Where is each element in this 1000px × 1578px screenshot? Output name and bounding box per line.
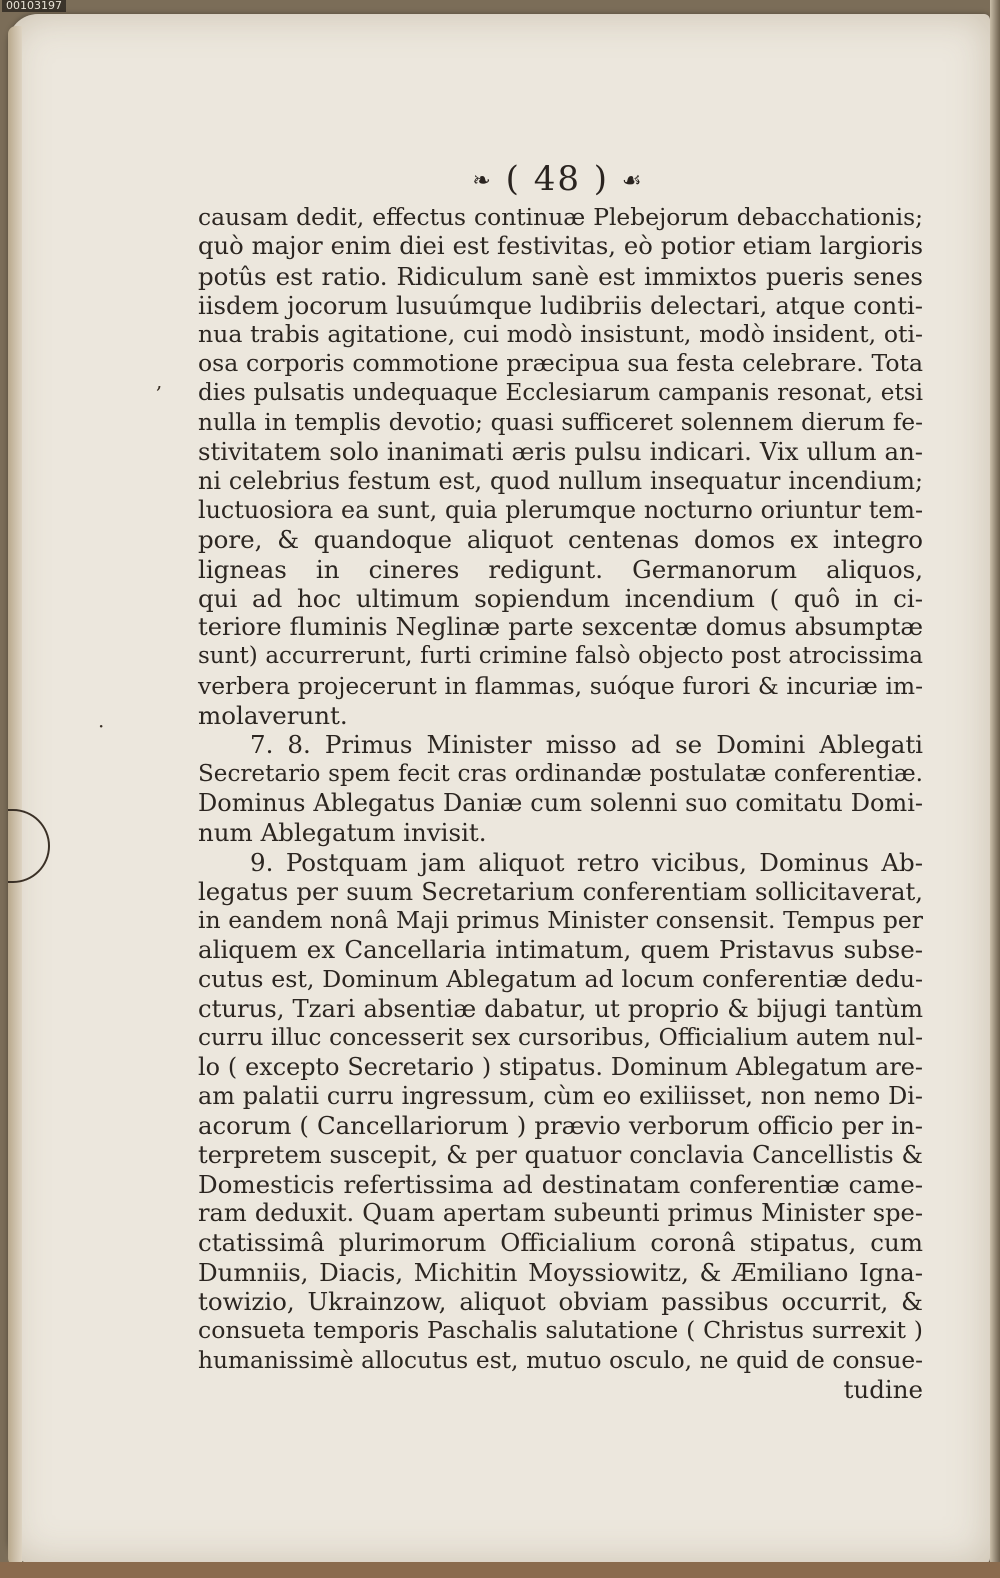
text-line: lo ( excepto Secretario ) stipatus. Dominum Ablegatum are-: [198, 1052, 923, 1081]
paragraph-line: 7. 8. Primus Minister misso ad se Domini Ablegati: [250, 730, 923, 760]
text-line: stivitatem solo inanimati æris pulsu indicari. Vix ullum an-: [198, 437, 923, 467]
margin-mark: ,: [156, 369, 163, 393]
text-line: iisdem jocorum lusuúmque ludibriis delectari, atque conti-: [198, 290, 923, 320]
page-number: 48: [533, 159, 581, 199]
text-line: teriore fluminis Neglinæ parte sexcentæ domus absumptæ: [198, 613, 923, 642]
text-line: nua trabis agitatione, cui modò insistunt, modò insident, oti-: [198, 320, 923, 349]
paragraph-line: 9. Postquam jam aliquot retro vicibus, Dominus Ab-: [250, 847, 923, 877]
text-line: in eandem nonâ Maji primus Minister consensit. Tempus per: [198, 906, 923, 935]
catchword: tudine: [843, 1374, 923, 1404]
binding-curve: [8, 809, 50, 883]
body-text: [198, 203, 923, 1404]
text-line: ram deduxit. Quam apertam subeunti primus Minister spe-: [198, 1199, 923, 1228]
text-line: am palatii curru ingressum, cùm eo exiliisset, non nemo Di-: [198, 1081, 923, 1110]
text-line: consueta temporis Paschalis salutatione ( Christus surrexit ): [198, 1316, 923, 1345]
text-line: verbera projecerunt in flammas, suóque furori & incuriæ im-: [198, 671, 923, 700]
text-line: luctuosiora ea sunt, quia plerumque nocturno oriuntur tem-: [198, 495, 923, 524]
text-line: humanissimè allocutus est, mutuo osculo, ne quid de consue-: [198, 1346, 923, 1374]
book-bottom-edge: [0, 1562, 1000, 1578]
text-line: osa corporis commotione præcipua sua festa celebrare. Tota: [198, 349, 923, 378]
text-line: potûs est ratio. Ridiculum sanè est immixtos pueris senes: [198, 261, 923, 291]
page-edge: [8, 26, 22, 1566]
text-line: towizio, Ukrainzow, aliquot obviam passibus occurrit, &: [198, 1286, 923, 1316]
ornament-left-icon: ❧: [472, 168, 493, 194]
text-line: num Ablegatum invisit.: [198, 818, 487, 848]
text-line: ni celebrius festum est, quod nullum insequatur incendium;: [198, 466, 923, 495]
text-line: dies pulsatis undequaque Ecclesiarum campanis resonat, etsi: [198, 379, 923, 406]
text-line: cutus est, Dominum Ablegatum ad locum conferentiæ dedu-: [198, 964, 923, 993]
text-line: terpretem suscepit, & per quatuor conclavia Cancellistis &: [198, 1140, 923, 1169]
text-line: quò major enim diei est festivitas, eò potior etiam largioris: [198, 232, 923, 261]
text-line: legatus per suum Secretarium conferentiam sollicitaverat,: [198, 876, 923, 906]
text-line: causam dedit, effectus continuæ Plebejorum debacchationis;: [198, 203, 923, 231]
text-line: aliquem ex Cancellaria intimatum, quem Pristavus subse-: [198, 935, 923, 965]
text-line: Dominus Ablegatus Daniæ cum solenni suo comitatu Domi-: [198, 788, 923, 817]
book-page: [8, 14, 990, 1564]
margin-dot: ·: [98, 714, 105, 738]
text-line: Domesticis refertissima ad destinatam conferentiæ came-: [198, 1169, 923, 1199]
text-line: curru illuc concesserit sex cursoribus, Officialium autem nul-: [198, 1024, 923, 1052]
ornament-right-icon: ☙: [621, 168, 644, 194]
text-line: Secretario spem fecit cras ordinandæ postulatæ conferentiæ.: [198, 760, 923, 787]
text-line: ctatissimâ plurimorum Officialium coronâ stipatus, cum: [198, 1228, 923, 1258]
text-line: pore, & quandoque aliquot centenas domos ex integro: [198, 525, 923, 555]
page-header: ❧ ( 48 ) ☙: [472, 159, 644, 199]
text-line: nulla in templis devotio; quasi sufficeret solennem dierum fe-: [198, 409, 923, 437]
text-line: cturus, Tzari absentiæ dabatur, ut proprio & bijugi tantùm: [198, 994, 923, 1024]
book-right-edge: [990, 0, 1000, 1564]
scan-id-label: 00103197: [2, 0, 66, 12]
text-line: qui ad hoc ultimum sopiendum incendium ( quô in ci-: [198, 583, 923, 613]
text-line: molaverunt.: [198, 701, 348, 731]
text-line: ligneas in cineres redigunt. Germanorum aliquos,: [198, 554, 923, 584]
text-line: sunt) accurrerunt, furti crimine falsò objecto post atrocissima: [198, 643, 923, 670]
text-line: Dumniis, Diacis, Michitin Moyssiowitz, & Æmiliano Igna-: [198, 1257, 923, 1287]
text-line: acorum ( Cancellariorum ) prævio verborum officio per in-: [198, 1111, 923, 1141]
